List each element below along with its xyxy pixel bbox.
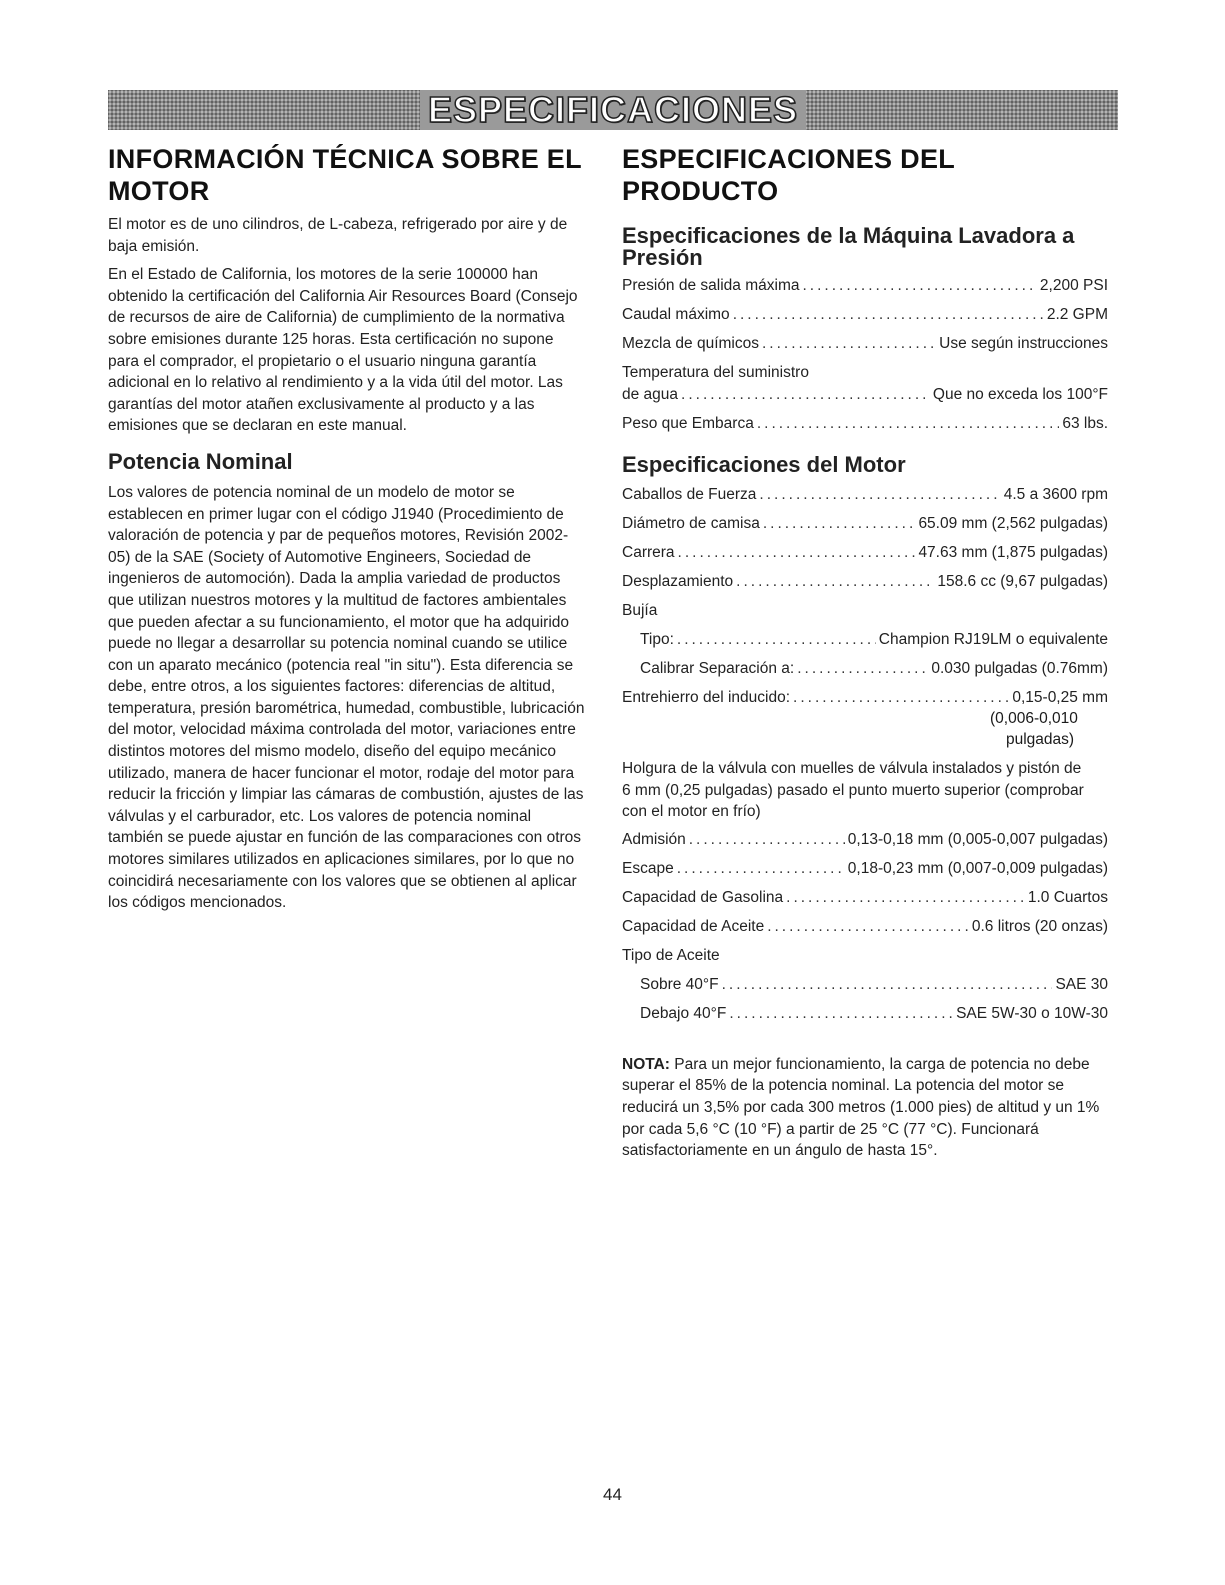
right-column	[622, 143, 1108, 1162]
spec-row-peso: Peso que Embarca ..... 63 lbs.	[622, 413, 1108, 442]
spec-row-gasolina: Capacidad de Gasolina ..... 1.0 Cuartos	[622, 887, 1108, 916]
spec-row-caudal: Caudal máximo ..... 2.2 GPM	[622, 304, 1108, 333]
spec-row-desplazamiento: Desplazamiento ..... 158.6 cc (9,67 pulgadas)	[622, 571, 1108, 600]
spec-row-carrera: Carrera ..... 47.63 mm (1,875 pulgadas)	[622, 542, 1108, 571]
spec-row-tipo: Tipo: ..... Champion RJ19LM o equivalente	[622, 629, 1108, 658]
spec-bujia-label: Bujía	[622, 602, 658, 619]
engine-info-paragraph-2: En el Estado de California, los motores de la serie 100000 han obtenido la certificación del California Air Resources Board (Consejo de recursos de aire de California) de cumplimiento de la normativa sobre emisiones durante 125 horas. Esta certificación no supone para el comprador, el propietario o el usuario ninguna garantía adicional en lo relativo al rendimiento y a la vida útil del motor. Las garantías del motor atañen exclusivamente al producto y a las emisiones que se declaran en este manual.	[108, 266, 578, 435]
product-specs-heading: ESPECIFICACIONES DEL PRODUCTO	[622, 144, 955, 206]
power-rating-heading: Potencia Nominal	[108, 448, 293, 474]
engine-info-heading: INFORMACIÓN TÉCNICA SOBRE EL MOTOR	[108, 144, 582, 206]
washer-specs-heading: Especificaciones de la Máquina Lavadora a Presión	[622, 223, 1075, 270]
spec-row-aceite: Capacidad de Aceite ..... 0.6 litros (20 onzas)	[622, 916, 1108, 945]
section-banner	[108, 90, 1118, 130]
engine-info-paragraph-1: El motor es de uno cilindros, de L-cabeza, refrigerado por aire y de baja emisión.	[108, 216, 568, 255]
spec-row-calibrar: Calibrar Separación a: ..... 0.030 pulgadas (0.76mm)	[622, 658, 1108, 687]
washer-specs-list	[622, 275, 1108, 442]
spec-row-escape: Escape ..... 0,18-0,23 mm (0,007-0,009 pulgadas)	[622, 858, 1108, 887]
spec-row-mezcla: Mezcla de químicos ..... Use según instrucciones	[622, 333, 1108, 362]
spec-row-diametro: Diámetro de camisa ..... 65.09 mm (2,562 pulgadas)	[622, 513, 1108, 542]
spec-row-sobre: Sobre 40°F ..... SAE 30	[622, 974, 1108, 1003]
spec-row-entrehierro: Entrehierro del inducido: ..... 0,15-0,25 mm	[622, 687, 1108, 708]
nota-text: Para un mejor funcionamiento, la carga de potencia no debe superar el 85% de la potencia nominal. La potencia del motor se reducirá un 3,5% por cada 300 metros (1.000 pies) de altitud y un 1% por cada 5,6 °C (10 °F) a partir de 25 °C (77 °C). Funcionará satisfactoriamente en un ángulo de hasta 15°.	[622, 1055, 1100, 1160]
spec-temp-label: Temperatura del suministro	[622, 364, 809, 381]
engine-specs-heading: Especificaciones del Motor	[622, 452, 906, 477]
left-column	[108, 143, 595, 914]
power-rating-paragraph: Los valores de potencia nominal de un modelo de motor se establecen en primer lugar con el código J1940 (Procedimiento de valoración de potencia y par de pequeños motores, Revisión 2002-05) de la SAE (Society of Automotive Engineers, Sociedad de ingenieros de automoción). Dada la amplia variedad de productos que utilizan nuestros motores y la multitud de factores ambientales que pueden afectar a su funcionamiento, el motor que ha adquirido puede no llegar a desarrollar su potencia nominal cuando se utilice con un aparato mecánico (potencia real "in situ"). Esta diferencia se debe, entre otros, a los siguientes factores: diferencias de altitud, temperatura, presión barométrica, humedad, combustible, lubricación del motor, velocidad máxima controlada del motor, variaciones entre distintos motores del mismo modelo, diseño del equipo mecánico utilizado, manera de hacer funcionar el motor, rodaje del motor para reducir la fricción y limpiar las cámaras de combustión, ajustes de las válvulas y el carburador, etc. Los valores de potencia nominal también se puede ajustar en función de las comparaciones con otros motores similares utilizados en aplicaciones similares, por lo que no coincidirá necesariamente con los valores que se obtienen al aplicar los códigos mencionados.	[108, 483, 585, 912]
engine-specs-list	[622, 484, 1108, 1032]
spec-row-caballos: Caballos de Fuerza ..... 4.5 a 3600 rpm	[622, 484, 1108, 513]
spec-holgura-text: Holgura de la válvula con muelles de válvula instalados y pistón de 6 mm (0,25 pulgadas) pasado el punto muerto superior (comprobar con el motor en frío)	[622, 760, 1084, 821]
spec-row-presion: Presión de salida máxima ..... 2,200 PSI	[622, 275, 1108, 304]
spec-tipo-aceite-label: Tipo de Aceite	[622, 946, 720, 964]
spec-entrehierro-continuation: (0,006-0,010 pulgadas)	[990, 710, 1078, 748]
nota-label: NOTA:	[622, 1055, 670, 1073]
nota-paragraph	[622, 1054, 1102, 1162]
spec-row-temp: de agua ..... Que no exceda los 100°F	[622, 384, 1108, 413]
spec-row-debajo: Debajo 40°F ..... SAE 5W-30 o 10W-30	[622, 1003, 1108, 1032]
spec-row-admision: Admisión ..... 0,13-0,18 mm (0,005-0,007 pulgadas)	[622, 829, 1108, 858]
page-number: 44	[603, 1485, 622, 1504]
banner-title: ESPECIFICACIONES	[420, 90, 806, 130]
